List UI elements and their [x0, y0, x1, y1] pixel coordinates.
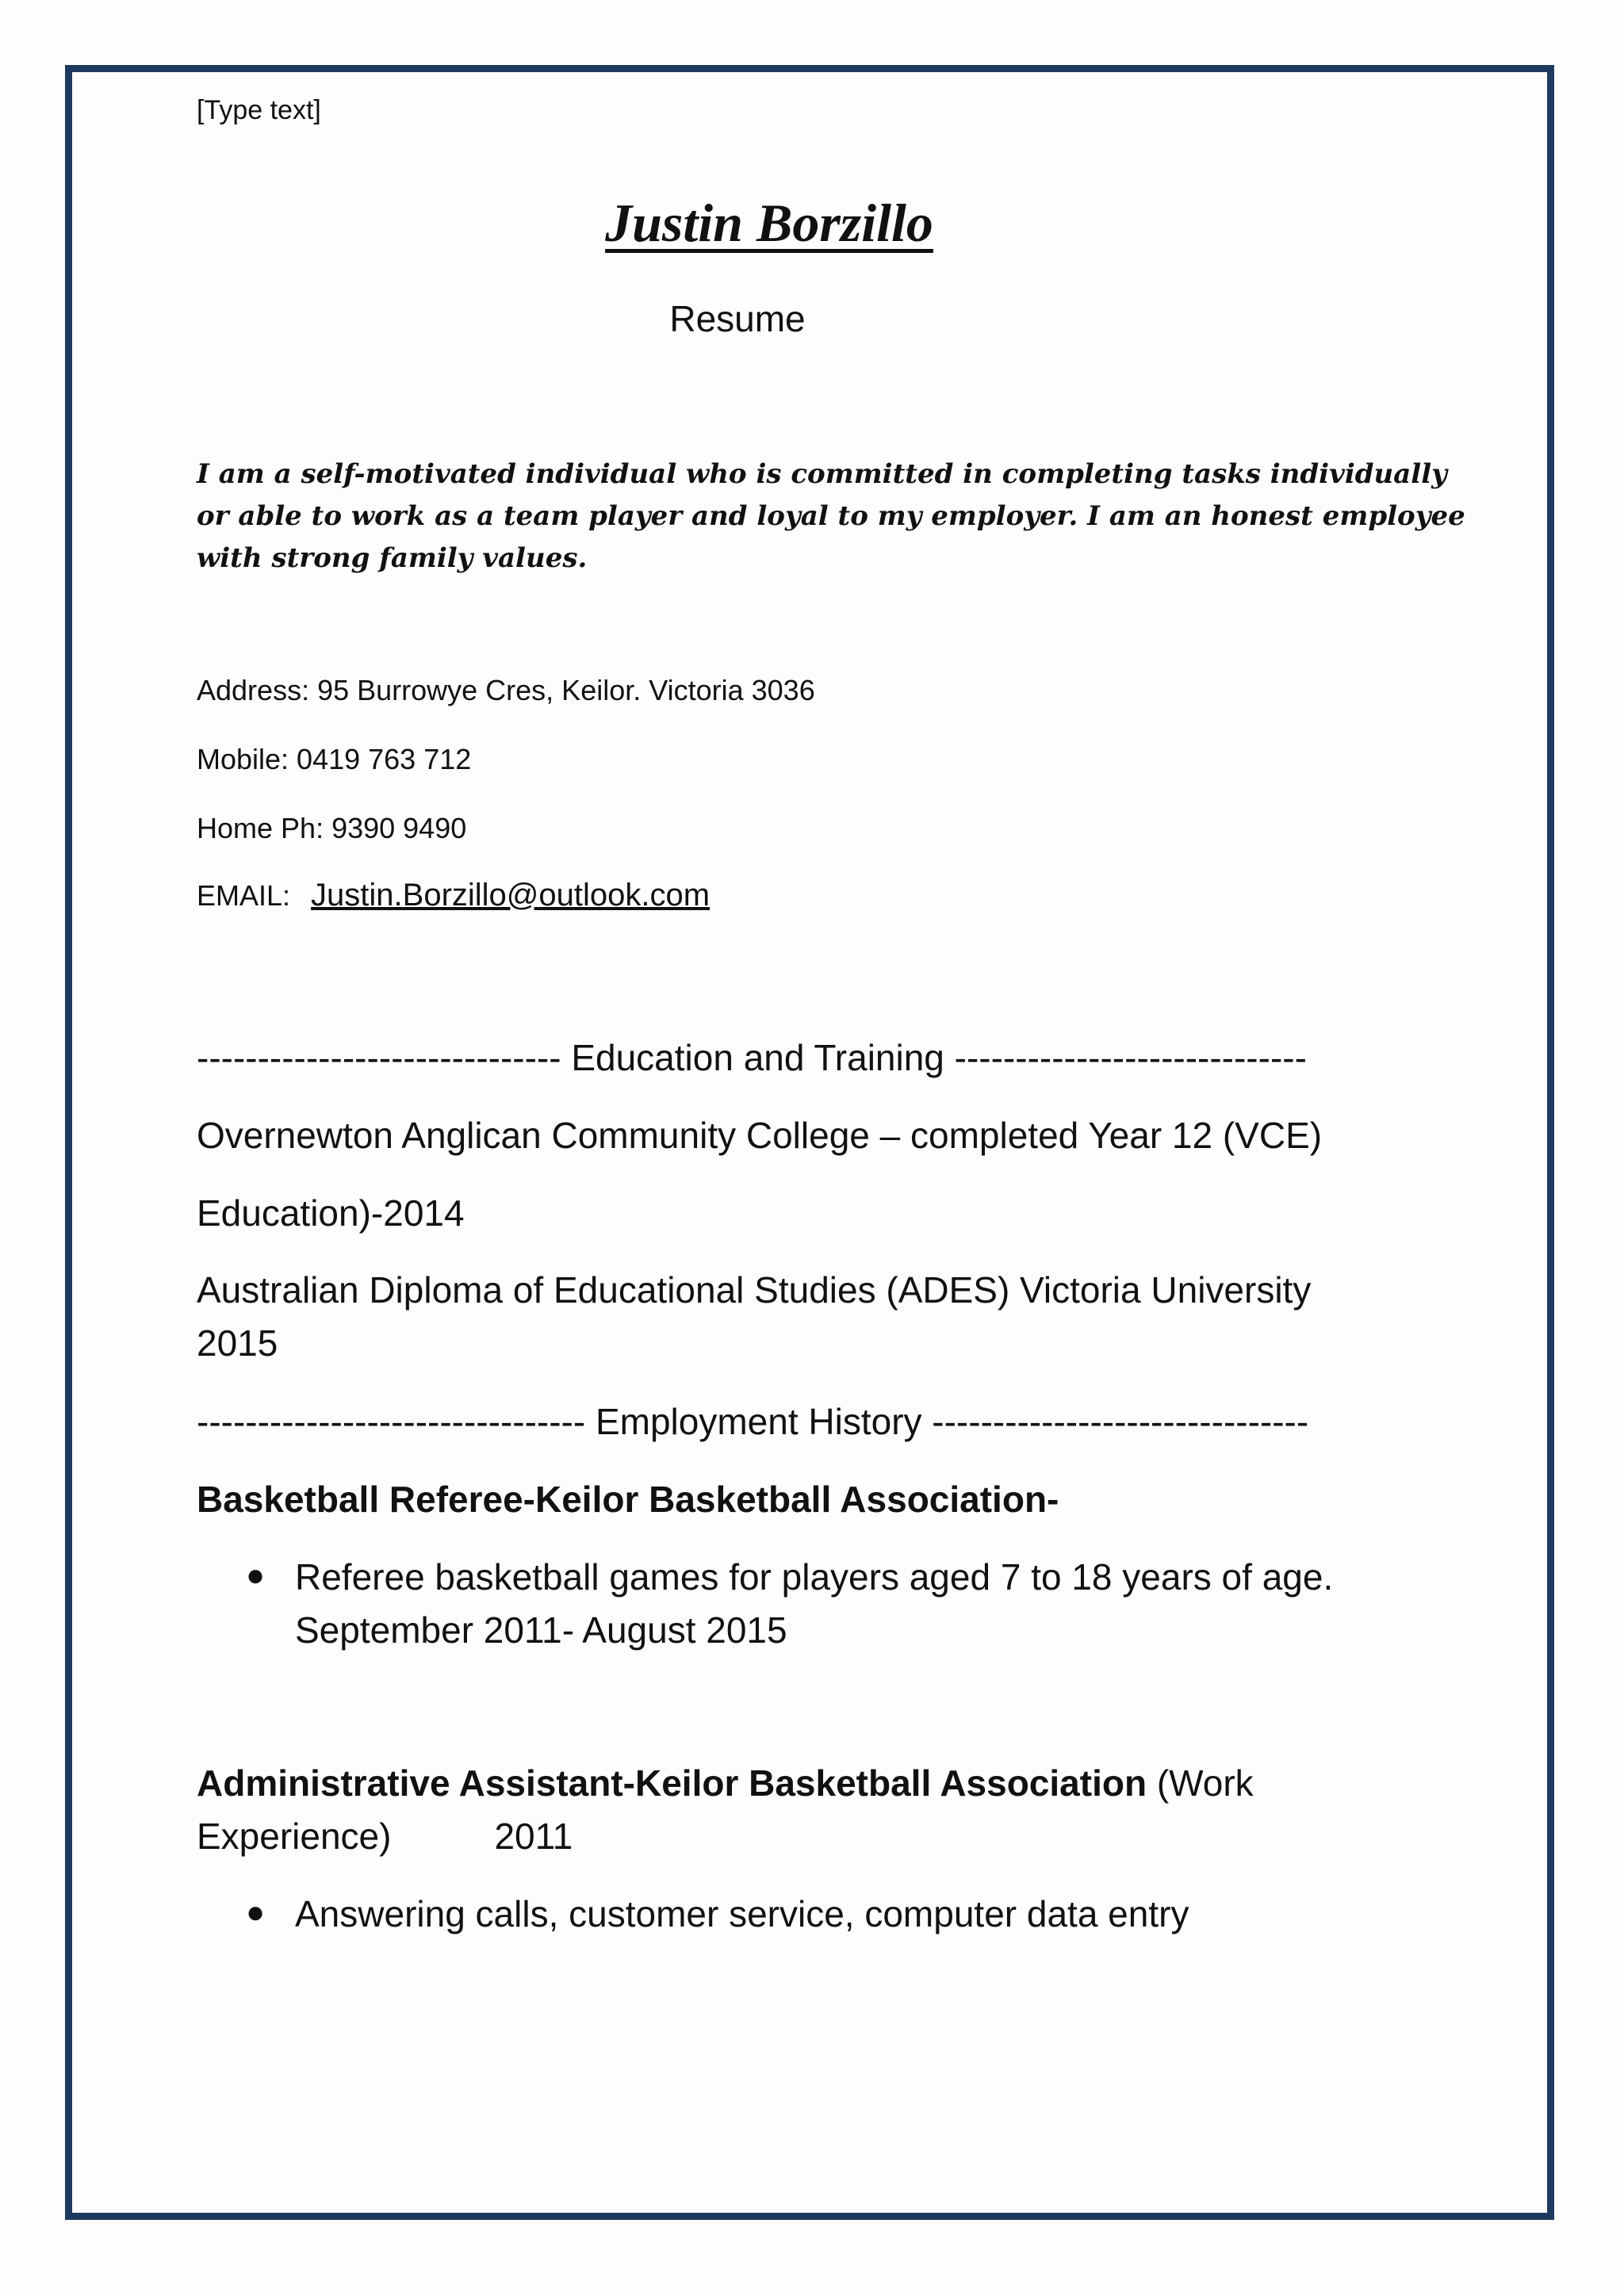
- summary-paragraph: I am a self-motivated individual who is committed in completing tasks individually or able to work as a team player and loyal to my employer. I am an honest employee with strong family values.: [197, 458, 1465, 574]
- education-line-4: 2015: [197, 1322, 278, 1364]
- contact-email-row: [197, 878, 710, 913]
- job2-experience: Experience): [197, 1816, 392, 1857]
- job2-title-line-2: [197, 1815, 573, 1858]
- education-section-divider: ------------------------------ Education and Training -----------------------------: [197, 1037, 1307, 1078]
- email-link[interactable]: Justin.Borzillo@outlook.com: [311, 878, 710, 913]
- resume-subtitle: Resume: [669, 298, 806, 339]
- employment-section-divider: -------------------------------- Employment History -------------------------------: [197, 1401, 1309, 1442]
- job2-title: [197, 1762, 1254, 1804]
- email-label: EMAIL:: [197, 879, 291, 912]
- job2-title-bold: Administrative Assistant-Keilor Basketball Association: [197, 1762, 1147, 1804]
- job1-bullet-line-1: Referee basketball games for players aged 7 to 18 years of age.: [295, 1556, 1334, 1598]
- contact-address: Address: 95 Burrowye Cres, Keilor. Victoria 3036: [197, 674, 815, 706]
- education-line-2: Education)-2014: [197, 1192, 465, 1234]
- job1-title: Basketball Referee-Keilor Basketball Association-: [197, 1479, 1059, 1520]
- job2-bullet-line: Answering calls, customer service, computer data entry: [295, 1893, 1189, 1934]
- bullet-dot-icon: ●: [246, 1558, 266, 1593]
- job2-title-rest: (Work: [1147, 1762, 1254, 1804]
- education-line-1: Overnewton Anglican Community College – completed Year 12 (VCE): [197, 1115, 1323, 1156]
- contact-mobile: Mobile: 0419 763 712: [197, 743, 472, 775]
- job1-bullet-line-2: September 2011- August 2015: [295, 1609, 787, 1651]
- job2-year: 2011: [494, 1816, 573, 1857]
- header-placeholder: [Type text]: [197, 95, 321, 125]
- contact-home-phone: Home Ph: 9390 9490: [197, 812, 467, 844]
- bullet-dot-icon: ●: [246, 1895, 266, 1930]
- education-line-3: Australian Diploma of Educational Studies (ADES) Victoria University: [197, 1269, 1312, 1311]
- resume-name: Justin Borzillo: [605, 193, 933, 253]
